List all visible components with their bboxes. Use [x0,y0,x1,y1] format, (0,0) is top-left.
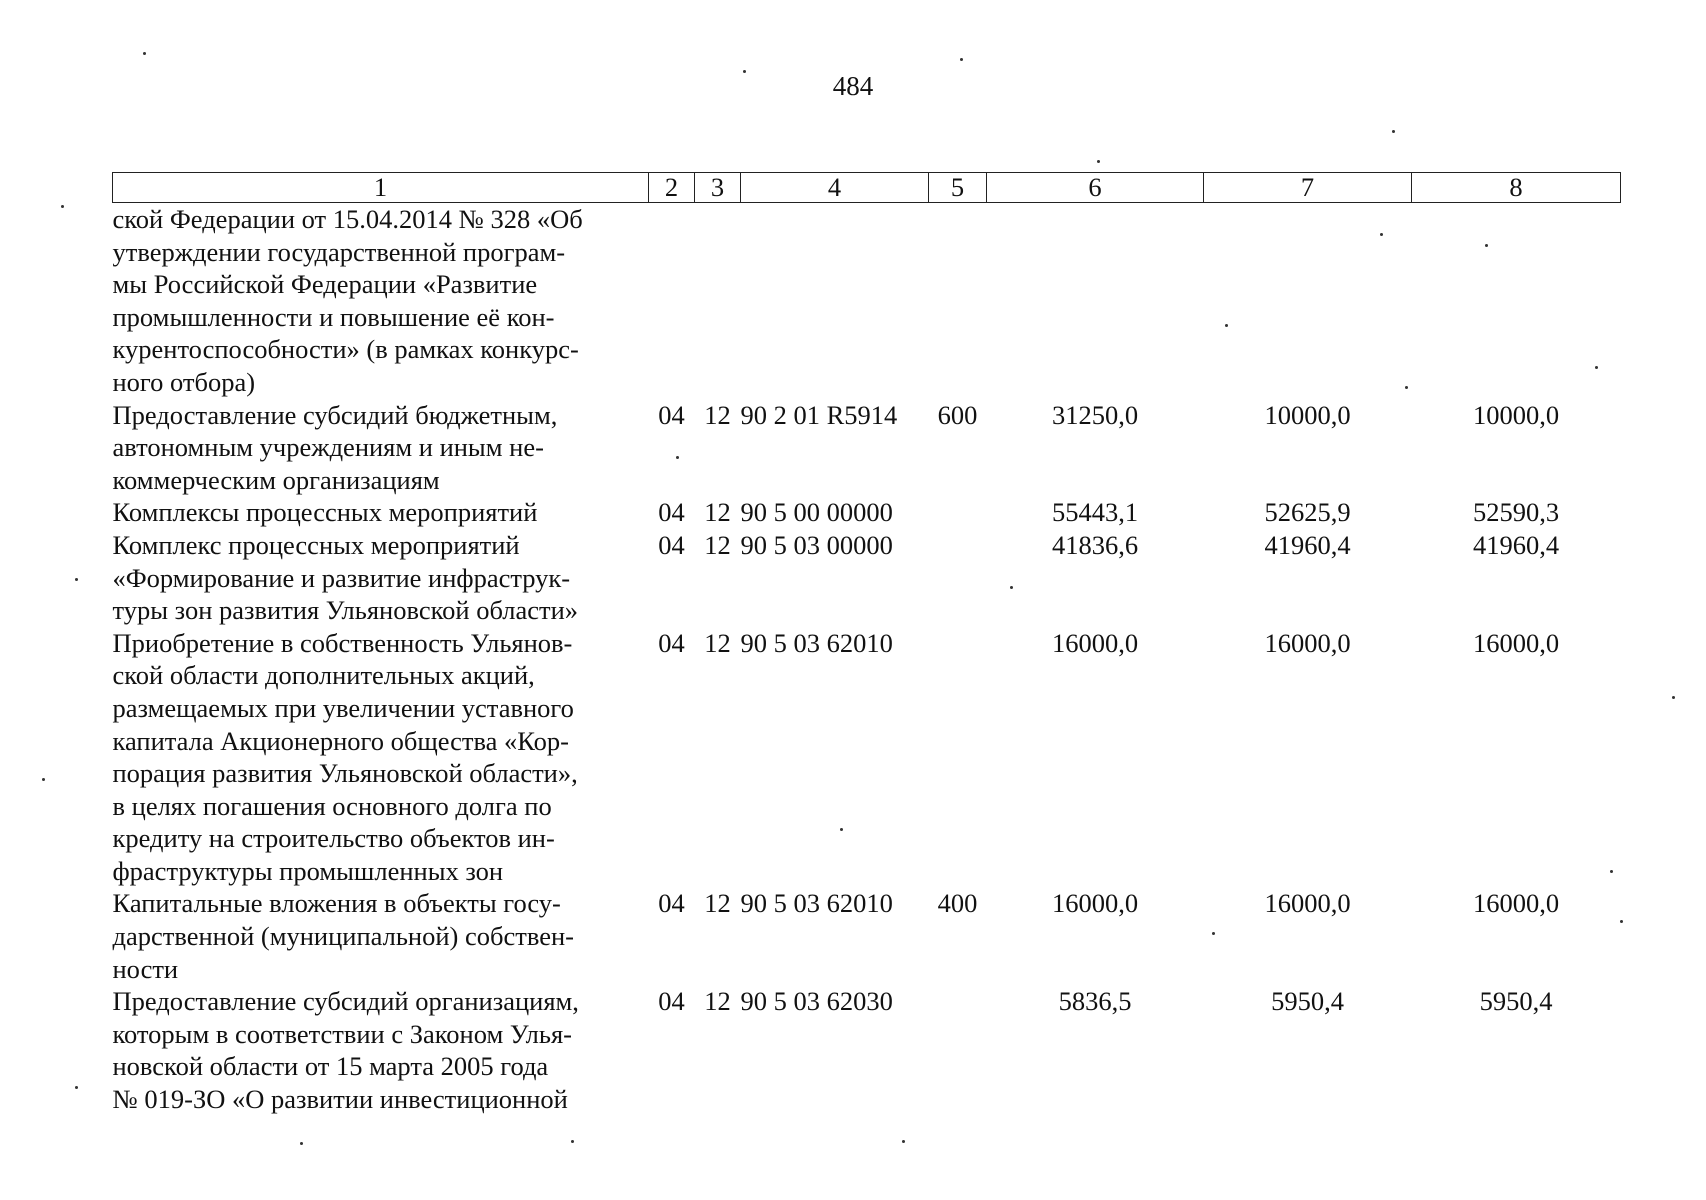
scan-speck [960,58,963,61]
cell-amount-7: 10000,0 [1264,399,1351,430]
cell-amount-7: 16000,0 [1264,888,1351,919]
cell-subsection: 12 [704,986,731,1017]
cell-expense-type [929,203,987,399]
column-header: 6 [987,173,1204,203]
scan-speck [42,778,45,781]
table-row [113,985,1621,1115]
cell-section: 04 [658,888,685,919]
column-header: 7 [1204,173,1412,203]
row-name: Приобретение в собственность Ульянов- ской области дополнительных акций, размещаемых при увеличении уставного капитала Акционерного общества «Кор- порация развития Ульяновской области», в целях погашения основного долга по кредиту на строительство объектов ин- фраструктуры промышленных зон [112,627,578,886]
scan-speck [1610,870,1613,873]
cell-target-code: 90 5 03 62010 [740,627,893,658]
scan-speck [1392,130,1395,133]
cell-amount-8: 16000,0 [1472,888,1560,919]
cell-amount-6: 55443,1 [1051,497,1139,528]
row-name: Комплексы процессных мероприятий [112,497,538,528]
cell-subsection: 12 [704,497,731,528]
scan-speck [1097,160,1100,163]
scan-speck [1225,324,1228,327]
cell-subsection: 12 [704,888,731,919]
page-number: 484 [832,71,874,101]
cell-subsection: 12 [704,529,731,560]
scan-speck [61,205,64,208]
cell-expense-type [929,529,987,627]
column-header: 2 [649,173,695,203]
column-header: 5 [929,173,987,203]
column-header: 4 [741,173,929,203]
scan-speck [1485,244,1488,247]
cell-expense-type: 400 [937,888,978,919]
cell-amount-7: 52625,9 [1264,497,1351,528]
cell-amount-7 [1204,203,1412,399]
cell-expense-type [929,627,987,888]
cell-target-code [741,203,929,399]
cell-section: 04 [658,399,685,430]
cell-amount-6: 16000,0 [1051,627,1139,658]
cell-expense-type: 600 [937,399,978,430]
cell-amount-6: 5836,5 [1058,986,1132,1017]
scan-speck [143,52,146,55]
cell-amount-6: 16000,0 [1051,888,1139,919]
cell-section: 04 [658,986,685,1017]
row-name: ской Федерации от 15.04.2014 № 328 «Об утверждении государственной програм- мы Российской Федерации «Развитие промышленности и повышение её кон- курентоспособности» (в рамках конкурс- ного отбора) [112,204,583,397]
cell-amount-6: 41836,6 [1051,529,1139,560]
cell-amount-8: 5950,4 [1479,986,1553,1017]
scan-speck [1212,932,1215,935]
scan-speck [676,456,679,459]
cell-amount-8: 41960,4 [1472,529,1560,560]
cell-section: 04 [658,627,685,658]
cell-expense-type [929,985,987,1115]
row-name: Комплекс процессных мероприятий «Формирование и развитие инфраструк- туры зон развития Ульяновской области» [112,529,579,626]
cell-target-code: 90 5 03 62030 [740,986,893,1017]
table-row [113,399,1621,497]
scan-speck [1380,233,1383,236]
cell-target-code: 90 2 01 R5914 [740,399,898,430]
cell-target-code: 90 5 00 00000 [740,497,893,528]
row-name: Капитальные вложения в объекты госу- дарственной (муниципальной) собствен- ности [112,888,574,984]
table-row [113,529,1621,627]
row-name: Предоставление субсидий организациям, которым в соответствии с Законом Улья- новской области от 15 марта 2005 года № 019-ЗО «О развитии инвестиционной [112,986,579,1115]
scan-speck [1405,386,1408,389]
cell-amount-7: 16000,0 [1264,627,1351,658]
table-row [113,203,1621,399]
cell-amount-7: 5950,4 [1271,986,1344,1017]
column-number-header [113,173,1621,203]
cell-target-code: 90 5 03 62010 [740,888,893,919]
scan-speck [1672,696,1675,699]
column-header: 3 [695,173,741,203]
scan-speck [743,70,746,73]
scan-speck [571,1140,574,1143]
scan-speck [1620,920,1623,923]
cell-section: 04 [658,497,685,528]
cell-amount-6 [987,203,1204,399]
row-name: Предоставление субсидий бюджетным, автономным учреждениям и иным не- коммерческим организациям [112,399,558,495]
scan-speck [75,1086,78,1089]
table-row [113,627,1621,888]
column-header: 1 [113,173,649,203]
scan-speck [840,828,843,831]
cell-subsection: 12 [704,627,731,658]
cell-subsection: 12 [704,399,731,430]
column-header: 8 [1412,173,1621,203]
cell-subsection [695,203,741,399]
scan-speck [300,1142,303,1145]
cell-amount-8 [1412,203,1621,399]
scan-speck [75,578,78,581]
cell-amount-7: 41960,4 [1264,529,1351,560]
scan-speck [902,1140,905,1143]
budget-table [112,172,1621,1116]
scan-speck [1595,366,1598,369]
cell-amount-6: 31250,0 [1051,399,1139,430]
cell-section [649,203,695,399]
cell-target-code: 90 5 03 00000 [740,529,893,560]
cell-amount-8: 10000,0 [1472,399,1560,430]
cell-section: 04 [658,529,685,560]
scan-speck [1010,586,1013,589]
cell-amount-8: 16000,0 [1472,627,1560,658]
cell-expense-type [929,496,987,529]
table-row [113,496,1621,529]
table-row [113,887,1621,985]
cell-amount-8: 52590,3 [1472,497,1560,528]
